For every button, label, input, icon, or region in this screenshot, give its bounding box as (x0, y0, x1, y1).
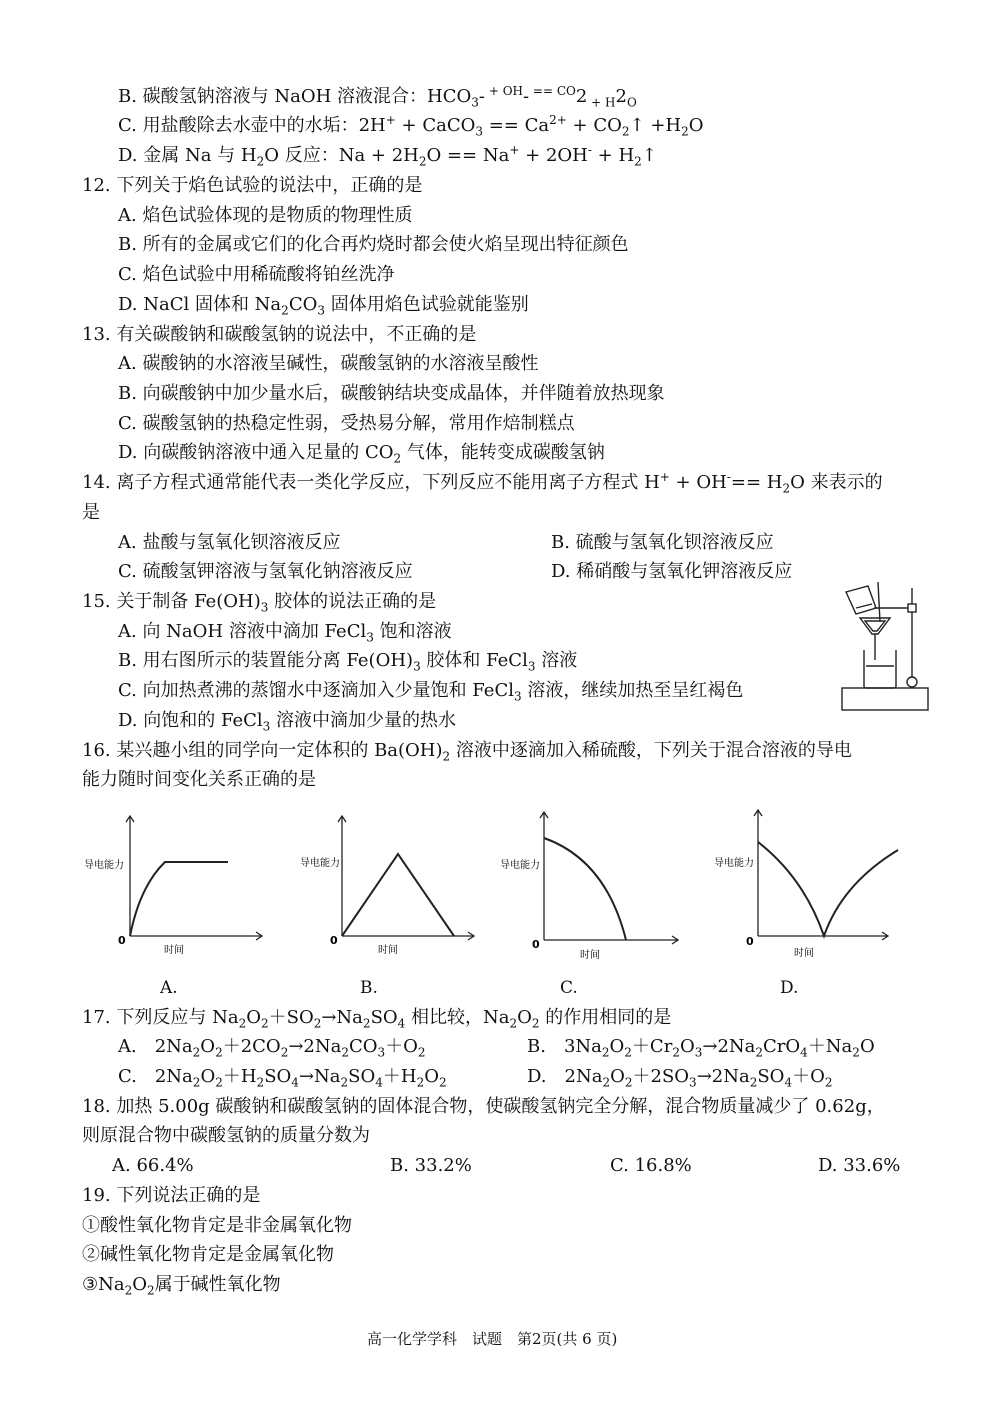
q14-stem: 14. 离子方程式通常能代表一类化学反应，下列反应不能用离子方程式 $H^+ + OH^-== H_2O$ 来表示的 (82, 470, 883, 496)
q15-stem: 15. 关于制备 $Fe(OH)_3$ 胶体的说法正确的是 (82, 591, 437, 615)
graph-a-xlabel: 时间 (164, 945, 184, 956)
graph-a-ylabel: 导电能力 (84, 860, 124, 871)
q14-option-c: C. 硫酸氢钾溶液与氢氧化钠溶液反应 (118, 561, 413, 582)
graph-d (712, 808, 912, 963)
q18-option-b: B. 33.2% (390, 1155, 472, 1176)
q18-option-d: D. 33.6% (818, 1155, 901, 1176)
graph-b-caption: B. (360, 978, 378, 998)
graph-b-xlabel: 时间 (378, 945, 398, 956)
q15-option-d: D. 向饱和的 FeCl$_3$ 溶液中滴加少量的热水 (118, 710, 457, 734)
graph-c (498, 808, 688, 963)
graph-d-xlabel: 时间 (794, 948, 814, 959)
q14-option-a: A. 盐酸与氢氧化钡溶液反应 (118, 532, 341, 553)
q15-option-a: A. 向 NaOH 溶液中滴加 FeCl$_3$ 饱和溶液 (118, 621, 452, 645)
q18-option-c: C. 16.8% (610, 1155, 692, 1176)
graph-d-ylabel: 导电能力 (714, 858, 754, 869)
q15-option-b: B. 用右图所示的装置能分离 $Fe(OH)_3$ 胶体和 FeCl$_3$ 溶液 (118, 650, 578, 674)
q12-option-c: C. 焰色试验中用稀硫酸将铂丝洗净 (118, 264, 395, 285)
graph-b (296, 808, 486, 963)
graph-b-ylabel: 导电能力 (300, 858, 340, 869)
graph-a-caption: A. (160, 978, 178, 998)
filtration-apparatus-figure (838, 578, 934, 716)
q13-stem: 13. 有关碳酸钠和碳酸氢钠的说法中，不正确的是 (82, 324, 477, 345)
q12-option-a: A. 焰色试验体现的是物质的物理性质 (118, 205, 413, 226)
page-footer: 高一化学学科 试题 第2页(共 6 页) (367, 1330, 618, 1348)
graph-a (80, 808, 270, 963)
q11-option-b: B. 碳酸氢钠溶液与 NaOH 溶液混合：$HCO_3-$ $^{+ OH}$- $^{== CO}$2 $_{+ H}2_O$ (118, 84, 637, 110)
graph-d-origin: 0 (746, 935, 754, 948)
q17-option-b: B. $3Na_2O_2+Cr_2O_3\to 2Na_2CrO_4+Na_2O$ (527, 1036, 875, 1060)
q19-statement-1: ①酸性氧化物肯定是非金属氧化物 (82, 1215, 352, 1236)
q16-stem: 16. 某兴趣小组的同学向一定体积的 $Ba(OH)_2$ 溶液中逐滴加入稀硫酸，下列关于混合溶液的导电 (82, 740, 852, 764)
q19-statement-3: $③Na_2O_2$属于碱性氧化物 (82, 1274, 281, 1298)
q13-option-a: A. 碳酸钠的水溶液呈碱性，碳酸氢钠的水溶液呈酸性 (118, 353, 539, 374)
q17-stem: 17. 下列反应与 $Na_2O_2+SO_2\to Na_2SO_4$ 相比较，$Na_2O_2$ 的作用相同的是 (82, 1007, 672, 1031)
graph-c-caption: C. (560, 978, 578, 998)
graph-c-origin: 0 (532, 938, 540, 951)
q11-option-c: C. 用盐酸除去水壶中的水垢：2H+ + CaCO$_3$ == $Ca^{2+}$ + $CO_2↑ +H_2O$ (118, 113, 704, 139)
graph-a-origin: 0 (118, 934, 126, 947)
q12-option-d: D. NaCl 固体和 $Na_2CO_3$ 固体用焰色试验就能鉴别 (118, 294, 529, 318)
q19-statement-2: ②碱性氧化物肯定是金属氧化物 (82, 1244, 334, 1265)
q12-option-b: B. 所有的金属或它们的化合再灼烧时都会使火焰呈现出特征颜色 (118, 234, 629, 255)
q13-option-c: C. 碳酸氢钠的热稳定性弱，受热易分解，常用作焙制糕点 (118, 413, 575, 434)
q11-option-d: D. 金属 Na 与 $H_2O$ 反应：$Na + 2H_2O == Na^+ + 2OH^-$ + $H_2↑$ (118, 143, 657, 169)
q13-option-d: D. 向碳酸钠溶液中通入足量的 $CO_2$ 气体，能转变成碳酸氢钠 (118, 442, 605, 466)
q17-option-d: D. $2Na_2O_2+2SO_3\to 2Na_2SO_4+O_2$ (527, 1066, 833, 1090)
q13-option-b: B. 向碳酸钠中加少量水后，碳酸钠结块变成晶体，并伴随着放热现象 (118, 383, 665, 404)
q14-stem-cont: 是 (82, 502, 100, 523)
graph-c-ylabel: 导电能力 (500, 860, 540, 871)
graph-b-origin: 0 (330, 934, 338, 947)
q14-option-b: B. 硫酸与氢氧化钡溶液反应 (551, 532, 774, 553)
q17-option-a: A. $2Na_2O_2+2CO_2\to 2Na_2CO_3+O_2$ (118, 1036, 426, 1060)
q14-option-d: D. 稀硝酸与氢氧化钾溶液反应 (551, 561, 793, 582)
graph-d-caption: D. (780, 978, 799, 998)
q16-stem-cont: 能力随时间变化关系正确的是 (82, 769, 316, 790)
q12-stem: 12. 下列关于焰色试验的说法中，正确的是 (82, 175, 423, 196)
q15-option-c: C. 向加热煮沸的蒸馏水中逐滴加入少量饱和 FeCl$_3$ 溶液，继续加热至呈红褐色 (118, 680, 744, 704)
q18-stem: 18. 加热 5.00g 碳酸钠和碳酸氢钠的固体混合物，使碳酸氢钠完全分解，混合物质量减少了 0.62g， (82, 1096, 885, 1117)
q18-option-a: A. 66.4% (112, 1155, 194, 1176)
q19-stem: 19. 下列说法正确的是 (82, 1185, 261, 1206)
graph-c-xlabel: 时间 (580, 950, 600, 961)
q18-stem-cont: 则原混合物中碳酸氢钠的质量分数为 (82, 1125, 370, 1146)
q17-option-c: C. $2Na_2O_2+H_2SO_4\to Na_2SO_4+H_2O_2$ (118, 1066, 447, 1090)
